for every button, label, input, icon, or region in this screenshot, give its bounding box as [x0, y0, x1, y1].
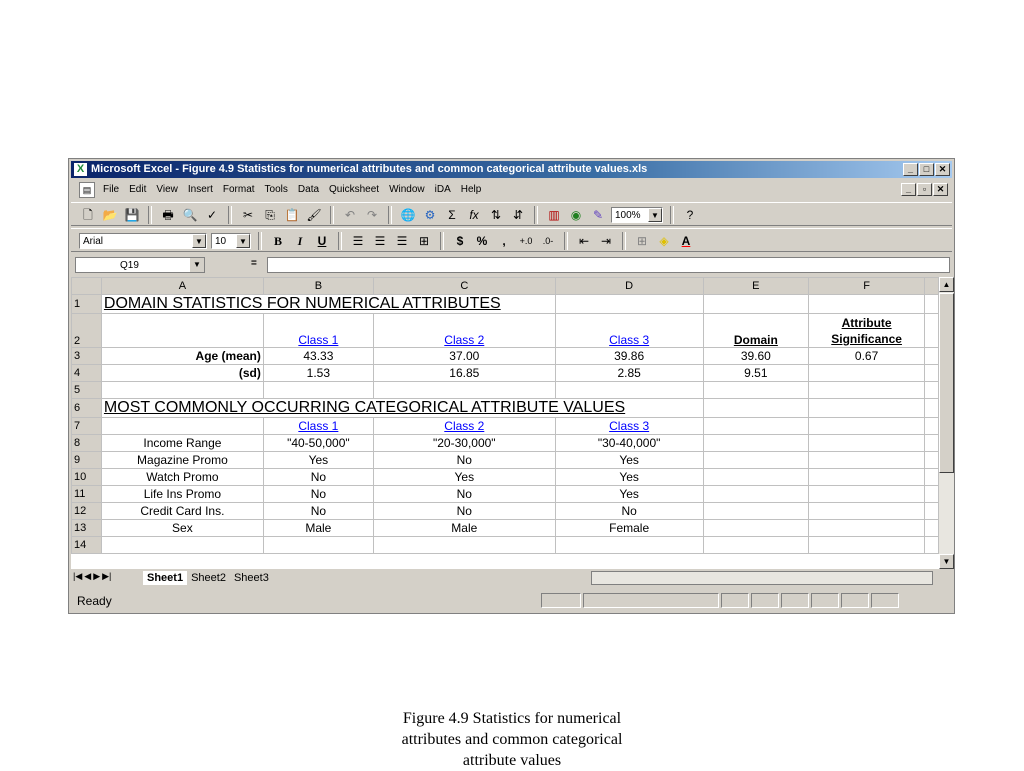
- cell[interactable]: [809, 295, 925, 314]
- row-header[interactable]: 9: [72, 452, 102, 469]
- cell[interactable]: "40-50,000": [263, 435, 373, 452]
- menu-window[interactable]: Window: [389, 184, 425, 195]
- format-painter-icon[interactable]: 🖌: [306, 208, 322, 222]
- underline-button[interactable]: U: [317, 234, 327, 248]
- column-header-a[interactable]: A: [101, 278, 263, 295]
- column-header-e[interactable]: E: [703, 278, 809, 295]
- cell[interactable]: [924, 537, 938, 554]
- status-pane: [871, 593, 899, 608]
- status-pane: [781, 593, 809, 608]
- window-title: Microsoft Excel - Figure 4.9 Statistics for numerical attributes and common categorical attribute values.xls: [91, 163, 648, 175]
- cell[interactable]: [924, 469, 938, 486]
- menu-help[interactable]: Help: [460, 184, 482, 195]
- column-header-g[interactable]: [924, 278, 938, 295]
- first-sheet-icon[interactable]: |◀: [73, 571, 83, 581]
- attribute-significance-header[interactable]: [809, 314, 925, 348]
- cell[interactable]: [924, 520, 938, 537]
- cell[interactable]: [703, 537, 809, 554]
- undo-icon[interactable]: ↶: [344, 208, 356, 222]
- cell[interactable]: No: [373, 486, 555, 503]
- status-pane: [583, 593, 719, 608]
- cell[interactable]: Yes: [263, 452, 373, 469]
- borders-icon[interactable]: ⊞: [636, 234, 648, 248]
- tab-sheet1[interactable]: Sheet1: [143, 571, 187, 585]
- help-icon[interactable]: ?: [686, 208, 694, 222]
- class-1-header[interactable]: Class 1: [263, 418, 373, 435]
- doc-minimize-button[interactable]: _: [901, 183, 916, 196]
- cell[interactable]: 43.33: [263, 348, 373, 365]
- cell[interactable]: 0.67: [809, 348, 925, 365]
- cell[interactable]: [924, 348, 938, 365]
- attribute-label[interactable]: Watch Promo: [101, 469, 263, 486]
- cell[interactable]: [555, 537, 703, 554]
- italic-button[interactable]: I: [297, 234, 303, 248]
- percent-button[interactable]: %: [476, 234, 488, 248]
- menu-bar: [71, 180, 952, 200]
- cell[interactable]: 39.86: [555, 348, 703, 365]
- status-text: Ready: [77, 594, 112, 608]
- cell[interactable]: No: [373, 503, 555, 520]
- column-header-f[interactable]: F: [809, 278, 925, 295]
- cell[interactable]: 9.51: [703, 365, 809, 382]
- comma-button[interactable]: ,: [502, 234, 506, 248]
- toolbar-separator: [622, 232, 626, 250]
- formula-bar: [71, 255, 952, 275]
- prev-sheet-icon[interactable]: ◀: [84, 571, 92, 581]
- next-sheet-icon[interactable]: ▶: [93, 571, 101, 581]
- cell[interactable]: [809, 486, 925, 503]
- horizontal-scrollbar[interactable]: [591, 571, 933, 585]
- spelling-icon[interactable]: ✓: [206, 208, 218, 222]
- menu-tools[interactable]: Tools: [264, 184, 288, 195]
- class-1-header[interactable]: Class 1: [263, 314, 373, 348]
- cell[interactable]: Yes: [555, 469, 703, 486]
- doc-restore-button[interactable]: ▫: [917, 183, 932, 196]
- save-icon[interactable]: 💾: [124, 208, 140, 222]
- toolbar-separator: [330, 206, 334, 224]
- align-left-icon[interactable]: ☰: [352, 234, 364, 248]
- cell[interactable]: [703, 418, 809, 435]
- align-right-icon[interactable]: ☰: [396, 234, 408, 248]
- print-preview-icon[interactable]: 🔍: [182, 208, 198, 222]
- new-icon[interactable]: 🗋: [83, 208, 93, 222]
- vertical-scrollbar[interactable]: [939, 277, 954, 569]
- font-name-select[interactable]: [79, 233, 207, 249]
- standard-toolbar: [71, 202, 952, 226]
- attribute-label[interactable]: Magazine Promo: [101, 452, 263, 469]
- cell[interactable]: [809, 537, 925, 554]
- redo-icon[interactable]: ↷: [366, 208, 378, 222]
- cell[interactable]: [924, 295, 938, 314]
- menu-ida[interactable]: iDA: [434, 184, 451, 195]
- increase-indent-icon[interactable]: ⇥: [600, 234, 612, 248]
- cell[interactable]: "30-40,000": [555, 435, 703, 452]
- scroll-up-icon[interactable]: ▲: [939, 277, 954, 292]
- scroll-down-icon[interactable]: ▼: [939, 554, 954, 569]
- toolbar-separator: [228, 206, 232, 224]
- cell[interactable]: [924, 314, 938, 348]
- sort-descending-icon[interactable]: ⇵: [512, 208, 524, 222]
- row-header[interactable]: 2: [72, 314, 102, 348]
- merge-center-icon[interactable]: ⊞: [418, 234, 430, 248]
- menu-format[interactable]: Format: [222, 184, 255, 195]
- map-icon[interactable]: ◉: [570, 208, 582, 222]
- status-pane: [721, 593, 749, 608]
- worksheet-grid[interactable]: [71, 277, 939, 569]
- cell[interactable]: No: [263, 486, 373, 503]
- cell[interactable]: [703, 399, 809, 418]
- font-size-select[interactable]: [211, 233, 251, 249]
- menu-insert[interactable]: Insert: [187, 184, 213, 195]
- row-header[interactable]: 13: [72, 520, 102, 537]
- autosum-icon[interactable]: Σ: [448, 208, 456, 222]
- caption-line-2: attributes and common categorical: [401, 731, 623, 748]
- formula-input[interactable]: [267, 257, 950, 273]
- last-sheet-icon[interactable]: ▶|: [102, 571, 112, 581]
- cell[interactable]: [809, 520, 925, 537]
- font-name-value: Arial: [83, 236, 104, 247]
- workbook-icon[interactable]: ▤: [79, 182, 95, 198]
- status-pane: [811, 593, 839, 608]
- section-title-numerical[interactable]: DOMAIN STATISTICS FOR NUMERICAL ATTRIBUTES: [101, 295, 555, 314]
- name-box[interactable]: [75, 257, 205, 273]
- menu-file[interactable]: File: [103, 184, 120, 195]
- toolbar-separator: [534, 206, 538, 224]
- menu-edit[interactable]: Edit: [129, 184, 147, 195]
- section-title-categorical[interactable]: MOST COMMONLY OCCURRING CATEGORICAL ATTRIBUTE VALUES: [101, 399, 703, 418]
- cell[interactable]: [703, 435, 809, 452]
- column-header-b[interactable]: B: [263, 278, 373, 295]
- formatting-toolbar: [71, 228, 952, 252]
- menu-data[interactable]: Data: [297, 184, 320, 195]
- fill-color-icon[interactable]: ◈: [659, 234, 669, 248]
- cell[interactable]: [703, 486, 809, 503]
- row-header[interactable]: 14: [72, 537, 102, 554]
- font-color-icon[interactable]: A: [681, 234, 691, 248]
- select-all-corner[interactable]: [72, 278, 102, 295]
- excel-window: [68, 158, 955, 614]
- excel-app-icon[interactable]: X: [74, 163, 87, 176]
- class-2-header[interactable]: Class 2: [373, 314, 555, 348]
- cell[interactable]: 39.60: [703, 348, 809, 365]
- menu-view[interactable]: View: [156, 184, 178, 195]
- cell[interactable]: [101, 314, 263, 348]
- zoom-select[interactable]: [611, 207, 663, 223]
- cell[interactable]: Female: [555, 520, 703, 537]
- cut-icon[interactable]: ✂: [242, 208, 254, 222]
- row-header[interactable]: 5: [72, 382, 102, 399]
- cell[interactable]: [924, 503, 938, 520]
- title-bar: [71, 161, 952, 178]
- class-2-header[interactable]: Class 2: [373, 418, 555, 435]
- chevron-down-icon[interactable]: ▼: [648, 208, 662, 222]
- attribute-significance-line1: Attribute: [841, 316, 892, 330]
- chevron-down-icon[interactable]: ▼: [192, 234, 206, 248]
- align-center-icon[interactable]: ☰: [374, 234, 386, 248]
- toolbar-separator: [338, 232, 342, 250]
- cell[interactable]: Male: [263, 520, 373, 537]
- cell[interactable]: [809, 399, 925, 418]
- cell[interactable]: Yes: [373, 469, 555, 486]
- cell[interactable]: [924, 399, 938, 418]
- sd-label[interactable]: (sd): [101, 365, 263, 382]
- row-header[interactable]: 12: [72, 503, 102, 520]
- tab-sheet3[interactable]: Sheet3: [233, 572, 269, 584]
- cell[interactable]: [703, 295, 809, 314]
- cell[interactable]: [809, 418, 925, 435]
- caption-line-1: Figure 4.9 Statistics for numerical: [402, 710, 622, 727]
- attribute-label[interactable]: Credit Card Ins.: [101, 503, 263, 520]
- cell[interactable]: 1.53: [263, 365, 373, 382]
- cell[interactable]: [809, 435, 925, 452]
- increase-decimal-icon[interactable]: +.0: [519, 236, 533, 246]
- cell[interactable]: 16.85: [373, 365, 555, 382]
- minimize-button[interactable]: _: [903, 163, 918, 176]
- cell[interactable]: [101, 418, 263, 435]
- cell[interactable]: [555, 382, 703, 399]
- attribute-label[interactable]: Income Range: [101, 435, 263, 452]
- scroll-thumb[interactable]: [939, 293, 954, 473]
- row-header[interactable]: 8: [72, 435, 102, 452]
- caption-line-3: attribute values: [462, 752, 562, 769]
- domain-header[interactable]: Domain: [703, 314, 809, 348]
- chevron-down-icon[interactable]: ▼: [190, 258, 204, 272]
- cell[interactable]: No: [373, 452, 555, 469]
- age-mean-label[interactable]: Age (mean): [101, 348, 263, 365]
- cell[interactable]: [924, 382, 938, 399]
- row-header[interactable]: 6: [72, 399, 102, 418]
- cell[interactable]: [263, 537, 373, 554]
- toolbar-separator: [148, 206, 152, 224]
- function-icon[interactable]: fx: [469, 208, 479, 222]
- zoom-value: 100%: [615, 210, 641, 221]
- cell[interactable]: Yes: [555, 486, 703, 503]
- paste-icon[interactable]: 📋: [284, 208, 300, 222]
- cell[interactable]: No: [263, 503, 373, 520]
- row-header[interactable]: 11: [72, 486, 102, 503]
- cell[interactable]: No: [263, 469, 373, 486]
- chart-wizard-icon[interactable]: ▥: [548, 208, 560, 222]
- sort-ascending-icon[interactable]: ⇅: [490, 208, 502, 222]
- currency-button[interactable]: $: [456, 234, 464, 248]
- cell[interactable]: [373, 537, 555, 554]
- chevron-down-icon[interactable]: ▼: [236, 234, 250, 248]
- hyperlink-icon[interactable]: 🌐: [400, 208, 416, 222]
- edit-formula-button[interactable]: =: [251, 258, 257, 269]
- cell[interactable]: [809, 503, 925, 520]
- cell[interactable]: [924, 365, 938, 382]
- cell[interactable]: [924, 452, 938, 469]
- cell[interactable]: [263, 382, 373, 399]
- status-pane: [541, 593, 581, 608]
- cell[interactable]: "20-30,000": [373, 435, 555, 452]
- cell[interactable]: Yes: [555, 452, 703, 469]
- cell[interactable]: [703, 503, 809, 520]
- print-icon[interactable]: 🖶: [162, 208, 174, 222]
- row-header[interactable]: 1: [72, 295, 102, 314]
- menu-quicksheet[interactable]: Quicksheet: [329, 184, 380, 195]
- cell[interactable]: [703, 469, 809, 486]
- cell[interactable]: [703, 452, 809, 469]
- decrease-decimal-icon[interactable]: .0-: [542, 236, 554, 246]
- toolbar-separator: [388, 206, 392, 224]
- cell[interactable]: [101, 382, 263, 399]
- status-bar: [71, 591, 952, 611]
- toolbar-separator: [564, 232, 568, 250]
- cell[interactable]: [809, 382, 925, 399]
- row-header[interactable]: 10: [72, 469, 102, 486]
- class-3-header[interactable]: Class 3: [555, 418, 703, 435]
- open-icon[interactable]: 📂: [102, 208, 118, 222]
- cell[interactable]: [924, 418, 938, 435]
- bold-button[interactable]: B: [273, 234, 282, 248]
- cell[interactable]: 37.00: [373, 348, 555, 365]
- attribute-label[interactable]: Life Ins Promo: [101, 486, 263, 503]
- row-header[interactable]: 4: [72, 365, 102, 382]
- cell[interactable]: Male: [373, 520, 555, 537]
- cell[interactable]: [703, 520, 809, 537]
- cell[interactable]: [809, 365, 925, 382]
- doc-close-button[interactable]: ✕: [933, 183, 948, 196]
- cell[interactable]: 2.85: [555, 365, 703, 382]
- web-toolbar-icon[interactable]: ⚙: [424, 208, 436, 222]
- font-size-value: 10: [215, 236, 227, 247]
- toolbar-separator: [670, 206, 674, 224]
- toolbar-separator: [440, 232, 444, 250]
- cell[interactable]: [924, 435, 938, 452]
- status-pane: [751, 593, 779, 608]
- cell[interactable]: [703, 382, 809, 399]
- drawing-icon[interactable]: ✎: [592, 208, 604, 222]
- status-pane: [841, 593, 869, 608]
- tab-sheet2[interactable]: Sheet2: [191, 572, 226, 584]
- close-button[interactable]: ✕: [935, 163, 950, 176]
- cell[interactable]: No: [555, 503, 703, 520]
- cell[interactable]: [809, 452, 925, 469]
- row-header[interactable]: 3: [72, 348, 102, 365]
- column-header-c[interactable]: C: [373, 278, 555, 295]
- name-box-value: Q19: [120, 260, 139, 271]
- column-header-d[interactable]: D: [555, 278, 703, 295]
- cell[interactable]: [924, 486, 938, 503]
- maximize-button[interactable]: □: [919, 163, 934, 176]
- cell[interactable]: [809, 469, 925, 486]
- cell[interactable]: [101, 537, 263, 554]
- decrease-indent-icon[interactable]: ⇤: [578, 234, 590, 248]
- attribute-label[interactable]: Sex: [101, 520, 263, 537]
- figure-caption: [312, 708, 712, 771]
- class-3-header[interactable]: Class 3: [555, 314, 703, 348]
- cell[interactable]: [555, 295, 703, 314]
- row-header[interactable]: 7: [72, 418, 102, 435]
- cell[interactable]: [373, 382, 555, 399]
- copy-icon[interactable]: ⎘: [265, 208, 275, 222]
- attribute-significance-line2: Significance: [831, 332, 902, 346]
- sheet-tabs-bar: [71, 569, 952, 587]
- toolbar-separator: [258, 232, 262, 250]
